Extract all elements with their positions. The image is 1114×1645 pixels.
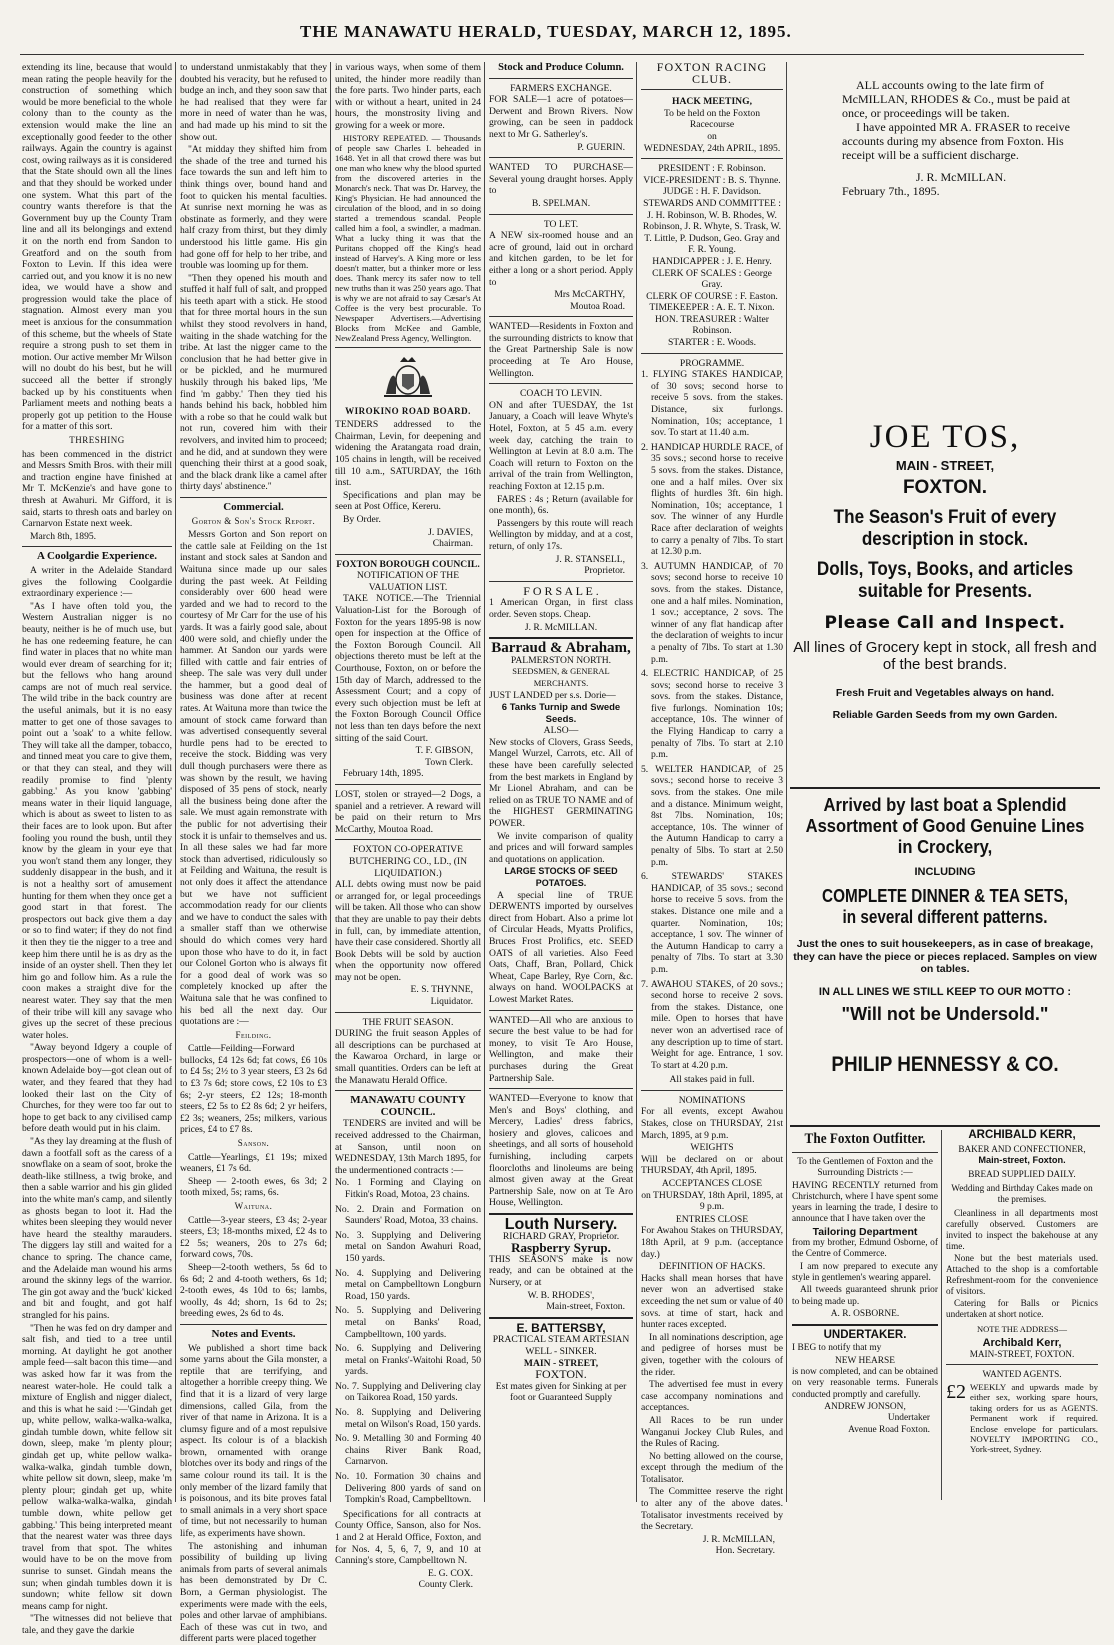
notice-heading: WIROKINO ROAD BOARD.	[345, 405, 471, 416]
signature: Proprietor.	[584, 565, 625, 577]
signature: E. G. COX.	[427, 1567, 473, 1579]
article-text: Sheep—2-tooth wethers, 5s 6d to 6s 6d; 2 and 4-tooth wethers, 6s 1d; 2-tooth ewes, 4s 10d to 6s; lambs, woolly, 4s 4d; shorn, 1s 6d to 2s; breeding ewes, 2s 6d to 4s.	[180, 1261, 327, 1320]
divider	[335, 1090, 481, 1091]
article-text: "Then they opened his mouth and stuffed it half full of salt, and propped his teeth apart with a stick. He stood that for three mortal hours in the sun whilst they stood revolvers in hand, waiting in the shade watching for the tribe. At last the nigger came to the conclusion that he had better give in or be pickled, and he murmured huskily through his baked lips, 'Me find 'm gabby.' Then they tied his hands behind his back, hobbled him with a robe so that he could walk but not run, covered him with their revolvers, and invited him to proceed; and he did, and at sundown they were quenching their thirst at a good soak, and the black drank like a camel after thirty days' abstinence."	[180, 272, 327, 493]
contract-item: No. 7. Supplying and Delivering clay on Taikorea Road, 150 yards.	[335, 1380, 481, 1404]
signature: J. R. McMILLAN.	[524, 621, 598, 633]
contract-item: No. 4. Supplying and Delivering metal on Campbelltown Longburn Road, 150 yards.	[335, 1267, 481, 1302]
divider	[946, 1364, 1098, 1365]
column-3	[335, 62, 482, 1591]
divider	[641, 89, 783, 90]
divider	[489, 581, 633, 582]
shop-town: FOXTON.	[902, 477, 988, 498]
notice-text: All Races to be run under Wanganui Jockey Club Rules, and the Rules of Racing.	[641, 1414, 783, 1450]
ad-bold: LARGE STOCKS OF SEED POTATOES.	[504, 866, 618, 888]
ad-note: NOTE THE ADDRESS—	[976, 1324, 1068, 1334]
contract-item: No. 10. Formation 30 chains and Delivering 800 yards of sand on Tompkin's Road, Campbelltown.	[335, 1471, 481, 1506]
divider	[489, 637, 633, 639]
section-heading: Commercial.	[223, 500, 284, 513]
divider	[489, 1088, 633, 1089]
notice-text: Specifications and plan may be seen at Post Office, Kereru.	[335, 489, 481, 513]
shop-name: JOE TOS,	[869, 419, 1021, 455]
officer-item: STARTER : E. Woods.	[667, 337, 757, 349]
ad-text: WANTED—Everyone to know that Men's and Boys' clothing, and Mercery, Ladies' dress fabrics, hosiery and gloves, calicoes and sheetings, and all sorts of household furnishing, including carpets floorcloths and linoleums are being almost given away at the Great Partnership Sale, now on at Te Aro House, Wellington.	[489, 1093, 633, 1209]
ad-text: FARES : 4s ; Return (available for one month), 6s.	[489, 493, 633, 517]
ad-heading: WANTED AGENTS.	[982, 1369, 1062, 1379]
notice-text: Will be declared on or about THURSDAY, 4th April, 1895.	[641, 1153, 783, 1177]
programme-heading: PROGRAMME.	[679, 357, 745, 369]
ad-line: All lines of Grocery kept in stock, all fresh and of the best brands.	[793, 639, 1097, 673]
ad-text: None but the best materials used. Attached to the shop is a comfortable Refreshment-room for the convenience of visitors.	[946, 1253, 1098, 1296]
signature: A. R. OSBORNE.	[830, 1308, 900, 1319]
notice-date: February 14th, 1895.	[343, 768, 424, 780]
notice-heading: THE FRUIT SEASON.	[362, 1016, 454, 1028]
section-heading: THRESHING	[69, 435, 125, 445]
article-text: We published a short time back some yarns about the Gila monster, a reptile that are terrifying, and altogether a horrible creepy thing. We find that it is a lizard of very large dimensions, called Gila, from the river of that name in Arizona. It is a clumsy figure and of a most repulsive aspect. Its colour is of a blackish brown, ornamented with orange blotches over its body and rings of the same colour round its tail. It is the only member of the lizard family that is poisonous, and its bite proves fatal to small animals in a very short space of time, but not necessarily to human life, as experiments have shown.	[180, 1342, 327, 1540]
sub-heading: NOMINATIONS	[678, 1094, 746, 1106]
section-heading: COACH TO LEVIN.	[520, 388, 602, 400]
ad-subheading: PALMERSTON NORTH.	[510, 654, 612, 666]
notice-text: on THURSDAY, 18th April, 1895, at 9 p.m.	[641, 1189, 783, 1213]
divider	[792, 1152, 938, 1153]
section-heading: FARMERS EXCHANGE.	[510, 82, 612, 94]
ad-heading: Raspberry Syrup.	[511, 1240, 611, 1256]
divider	[335, 347, 481, 348]
divider	[489, 1010, 633, 1011]
ad-line: Please Call and Inspect.	[824, 613, 1066, 633]
divider	[792, 1324, 938, 1326]
kerr-ad	[946, 1130, 1098, 1455]
notice-date: February 7th., 1895.	[842, 184, 940, 198]
ad-subheading: BAKER AND CONFECTIONER,	[958, 1144, 1086, 1154]
ad-text: All tweeds guaranteed shrunk prior to being made up.	[792, 1285, 938, 1307]
ad-text: To the Gentlemen of Foxton and the Surrounding Districts :—	[797, 1157, 933, 1179]
divider	[335, 839, 481, 840]
divider	[641, 1090, 783, 1091]
race-item: 7. AWAHOU STAKES, of 20 sovs.; second horse to receive 2 sovs. from the stakes. Distance, one mile. Open to horses that have never won an advertised race of any description up to time of start. Weight for age. Entrance, 1 sov. To start at 4.20 p.m.	[641, 978, 783, 1071]
column-2	[180, 62, 327, 1645]
ad-text: A NEW six-roomed house and an acre of ground, laid out in orchard and kitchen garden, to be let for either a long or a short period. Apply to	[489, 230, 633, 288]
divider	[641, 158, 783, 159]
section-heading: Notes and Events.	[211, 1327, 296, 1340]
ad-address: Main-street, Foxton.	[978, 1155, 1066, 1165]
ad-bold: Tailoring Department	[812, 1225, 918, 1238]
divider	[489, 316, 633, 317]
column-rule	[941, 1130, 942, 1500]
contract-item: No. 9. Metalling 30 and Forming 40 chains River Bank Road, Carnarvon.	[335, 1433, 481, 1468]
sub-heading: ENTRIES CLOSE	[675, 1213, 749, 1225]
notice-heading: MANAWATU COUNTY COUNCIL.	[350, 1094, 466, 1118]
article-text: "The witnesses did not believe that tale, and they gave the darkie	[22, 1613, 172, 1636]
signature: J. R. McMILLAN,	[702, 1533, 775, 1545]
ad-line: The Season's Fruit of every description in stock.	[833, 507, 1057, 550]
officer-item: JUDGE : H. F. Davidson.	[662, 186, 762, 198]
meeting-date: WEDNESDAY, 24th APRIL, 1895.	[643, 142, 781, 154]
ad-line: Fresh Fruit and Vegetables always on hand.	[835, 687, 1055, 699]
ad-line: IN ALL LINES WE STILL KEEP TO OUR MOTTO :	[818, 985, 1072, 998]
crockery-ad	[790, 795, 1100, 1077]
signature: Avenue Road Foxton.	[848, 1424, 930, 1435]
signature: E. S. THYNNE,	[410, 984, 473, 996]
signature-title: Chairman.	[432, 538, 473, 550]
officer-item: CLERK OF COURSE : F. Easton.	[646, 290, 778, 302]
divider	[180, 497, 327, 498]
notice-text: The advertised fee must in every case accompany nominations and acceptances.	[641, 1379, 783, 1414]
contract-item: No. 2. Drain and Formation on Saunders' Road, Motoa, 33 chains.	[335, 1203, 481, 1227]
signature: J. R. STANSELL,	[555, 553, 625, 565]
ad-motto: "Will not be Undersold."	[841, 1003, 1049, 1024]
divider	[489, 157, 633, 158]
ad-text: is now completed, and can be obtained on very reasonable terms. Funerals conducted promptly and carefully.	[792, 1367, 938, 1400]
divider	[641, 353, 783, 354]
ad-town: FOXTON.	[535, 1367, 587, 1382]
signature: P. GUERIN.	[577, 141, 625, 153]
notice-text: LOST, stolen or strayed—2 Dogs, a spaniel and a retriever. A reward will be paid on their return to Mrs McCarthy, Moutoa Road.	[335, 788, 481, 835]
officer-item: STEWARDS AND COMMITTEE : J. H. Robinson, W. B. Rhodes, W. Robinson, J. R. Whyte, S. Trask, W. T. Little, P. Dudson, Geo. Gray and F. R. Young.	[642, 197, 782, 256]
signature-title: Hon. Secretary.	[715, 1545, 775, 1557]
section-heading: TO LET.	[543, 218, 579, 230]
notice-subheading: NOTIFICATION OF THE VALUATION LIST.	[356, 570, 460, 593]
club-heading: FOXTON RACING CLUB.	[656, 60, 768, 86]
sub-heading: Feilding.	[235, 1029, 272, 1040]
article-text: has been commenced in the district and Messrs Smith Bros. with their mill and traction engine have finished at Mr T. McKenzie's and have gone to thresh at Awahuri. Mr Gifford, it is said, starts to thresh oats and barley on Carnarvon Estate next week.	[22, 448, 172, 530]
sub-heading: WEIGHTS	[690, 1142, 734, 1154]
article-text: "Away beyond Idgery a couple of prospectors—one of whom is a well-known Adelaide boy—got clean out of water, and they feared that they had looked their last on the City of Churches, for they were too far out to hope to get back to any civilised camp before death would put in his claim.	[22, 1042, 172, 1135]
report-heading: Gorton & Son's Stock Report.	[191, 515, 316, 526]
meeting-text: To be held on the Foxton Racecourse	[663, 107, 761, 131]
officer-item: HON. TREASURER : Walter Robinson.	[655, 313, 769, 337]
masthead-rule	[20, 54, 1084, 55]
notice-text: Hacks shall mean horses that have never won an advertised stake exceeding the net sum or value of 40 sovs. at time of start, hack and hunter races excepted.	[641, 1272, 783, 1331]
masthead	[0, 0, 1114, 60]
ad-subheading: BREAD SUPPLIED DAILY.	[968, 1169, 1076, 1179]
divider	[335, 554, 481, 555]
signature: J. R. McMILLAN.	[915, 170, 1007, 184]
notice-text: TENDERS addressed to the Chairman, Levin, for deepening and widening the Aratangata road drain, 105 chains in length, will be received till 10 a.m., SATURDAY, the 16th inst.	[335, 419, 481, 489]
ad-amount: £2	[946, 1381, 966, 1403]
divider	[22, 546, 172, 547]
ad-text: We invite comparison of quality and prices and will forward samples and quotations on application.	[489, 830, 633, 865]
signature: ANDREW JONSON,	[824, 1401, 906, 1412]
ad-text: Catering for Balls or Picnics undertaken at short notice.	[946, 1298, 1098, 1319]
ad-text: New stocks of Clovers, Grass Seeds, Mangel Wurzel, Carrots, etc. All of these have been carefully selected from the best markets in England by Mr Lionel Abraham, and can be relied on as TRUE TO NAME and of the HIGHEST GERMINATING POWER.	[489, 736, 633, 830]
officer-item: TIMEKEEPER : A. E. T. Nixon.	[649, 302, 775, 314]
article-text: extending its line, because that would mean rating the people heavily for the construction of something which would be more beneficial to the whole colony than to the county as the extension would make the line an exceptionally good feeder to the other railways. Again the country is against cost, owing railways as it is considered that the State should own all the lines and that they should be worked under one system. What this part of the country wants therefore is that the Government buy up the County Tram line and all its belongings and extend it on the north end from Sandon to Greatford and on the south from Foxton to Levin. If this idea were carried out, and you know it is no new idea, we would have a show and progression would take the place of stagnation. Almost every man you meet is anxious for the consummation of this scheme, but the wheels of State require a strong push to set them in motion. Our active member Mr Wilson will no doubt do his best, but he will succeed all the better if strongly backed up by his constituents when Parliament meets and nothing beats a properly got up petition to the House for a matter of this sort.	[22, 62, 173, 433]
divider	[335, 784, 481, 785]
ad-text: WANTED—All who are anxious to secure the best value to be had for money, to visit Te Aro House, Wellington, and make their purchases during the Great Partnership Sale.	[489, 1014, 633, 1084]
contract-item: No. 3. Supplying and Delivering metal on Sandon Awahuri Road, 150 yards.	[335, 1229, 481, 1264]
race-item: 4. ELECTRIC HANDICAP, of 25 sovs; second horse to receive 3 sovs. from the stakes. Distance, five furlongs. Nomination 10s; acceptance, 10s. The winner of the Flying Handicap to carry a penalty of 7lbs. To start at 2.10 p.m.	[641, 668, 783, 761]
ad-text: I BEG to notify that my	[792, 1343, 882, 1354]
shop-street: MAIN - STREET,	[895, 458, 995, 473]
meeting-heading: HACK MEETING,	[672, 96, 752, 108]
signature: Main-street, Foxton.	[546, 1301, 625, 1313]
ad-heading: Barraud & Abraham,	[491, 640, 631, 657]
company-name: PHILIP HENNESSY & CO.	[831, 1052, 1059, 1076]
article-text: "Then he was fed on dry damper and salt fish, and tied to a tree until morning. At daylight he got another ample feed—salt bacon this time—and was asked how far it was from the nearest water-hole. He could talk a mixture of English and nigger dialect, and this is what he said :—'Gindah get up, white pellow, walka-walka-walka, gindah tumble down, white fellow sit down, sleep, make 'm plenty plour; gindah get up, white pellow walka-walka-walka, gindah tumble down, white pellow sit down, sleep, make 'm plenty plour; gindah get up, white pellow walka-walka-walka, gindah tumble down, white pellow get gabbing.' This being interpreted meant that the nearest water was three days travel from that spot. The whites would have to be on the move from sunrise to sunset. Gindah means the sun; when gindah tumbles down it is sundown; white fellow sit down means camp for night.	[22, 1322, 172, 1612]
race-item: 6. STEWARDS' STAKES HANDICAP, of 35 sovs.; second horse to receive 5 sovs. from the stakes. Distance one mile and a quarter. Nomination, 10s; acceptance, 1 sov. The winner of the Autumn Handicap to carry a penalty of 7lbs. To start at 3.30 p.m.	[641, 871, 783, 975]
ad-heading: ARCHIBALD KERR,	[968, 1129, 1076, 1141]
ad-bold: 6 Tanks Turnip and Swede Seeds.	[501, 702, 621, 725]
race-item: 5. WELTER HANDICAP, of 25 sovs.; second horse to receive 3 sovs. from the stakes. One mile and a distance. Minimum weight, 8st 7lbs. Nomination, 10s; acceptance, 10s. The winner of the Autumn Handicap to carry a penalty of 5lbs. To start at 2.50 p.m.	[641, 763, 783, 868]
ad-text: WANTED—Residents in Foxton and the surrounding districts to know that the Great Partnership Sale is now proceeding at Te Aro House, Wellington.	[489, 321, 633, 379]
article-text: Cattle—Yearlings, £1 19s; mixed weaners, £1 7s 6d.	[180, 1151, 327, 1175]
signature-title: Liquidator.	[430, 996, 473, 1008]
section-heading: F O R S A L E .	[523, 583, 599, 598]
ad-text: WEEKLY and upwards made by either sex, working spare hours, taking orders for us as AGENTS. Permanent work if required. Enclose envelope for particulars. NOVELTY IMPORTING CO., York-street, Sydney.	[970, 1382, 1098, 1455]
column-rule	[786, 62, 787, 1502]
newspaper-title: THE MANAWATU HERALD, TUESDAY, MARCH 12, 1895.	[300, 22, 792, 41]
notice-text: In all nominations description, age and pedigree of horses must be given, together with the colours of the rider.	[641, 1331, 783, 1378]
notice-text: TENDERS are invited and will be received addressed to the Chairman, at Sanson, until noon on WEDNESDAY, 13th March 1895, for the undermentioned contracts :—	[335, 1118, 481, 1176]
officer-item: PRESIDENT : F. Robinson.	[658, 163, 766, 175]
notice-text: ALL debts owing must now be paid or arranged for, or legal proceedings will be taken. All those who can show that they are unable to pay their debts in full, can, by immediate attention, have their case considered. Shortly all Book Debts will be sold by auction when the opportunity now offered may not be open.	[335, 879, 482, 983]
race-list	[641, 369, 783, 1071]
article-text: "As they lay dreaming at the flush of dawn a footfall soft as the caress of a snowflake on a seam of soot, broke the death-like stillness, a twig broke, and then a sable warrior and his gin glided into the white man's camp, and silently as ghosts began to loot it. Had the whites been sleeping they would never have heard the stealthy marauders. The diggers lay still and waited for a chance to spring. The chance came, and the Adelaide man wound his arms around the skinny legs of the warrior. The gin got away and the 'buck' kicked and bit and fought, and got half strangled for his pains.	[22, 1136, 172, 1321]
race-item: 1. FLYING STAKES HANDICAP, of 30 sovs; second horse to receive 5 sovs. from the stakes. Distance, six furlongs. Nomination, 10s; acceptance, 1 sov. To start at 11.40 a.m.	[641, 369, 783, 439]
officer-item: CLERK OF SCALES : George Gray.	[652, 267, 772, 291]
column-rule	[175, 62, 176, 1502]
signature: B. SPELMAN.	[531, 197, 591, 209]
ad-heading: The Foxton Outfitter.	[804, 1131, 926, 1147]
ad-subheading: PRACTICAL STEAM ARTESIAN WELL - SINKER.	[492, 1334, 630, 1357]
ad-text: ON and after TUESDAY, the 1st January, a Coach will leave Whyte's Hotel, Foxton, at 5 45 a.m. every week day, catching the train to Wellington at Levin at 8.0 a.m. The Coach will return to Foxton on the arrival of the train from Wellington, reaching Foxton at 12.15 p.m.	[489, 399, 633, 492]
divider	[489, 78, 633, 79]
agents-block	[946, 1382, 1098, 1455]
divider	[790, 787, 1100, 789]
column-heading: Stock and Produce Column.	[498, 62, 624, 73]
ad-text: A special line of TRUE DERWENTS imported by ourselves direct from Hobart. Also a prime lot of Circular Heads, Myatts Prolifics, Bruces Frost Prolifics, etc. SEED OATS of all varieties. Also Feed Oats, Chaff, Bran, Pollard, Chick Wheat, Cape Barley, Rye Corn, &c. always on hand. WOOLPACKS at Lowest Market Rates.	[489, 889, 633, 1005]
column-rule	[484, 62, 485, 1502]
notice-text: No betting allowed on the course, except through the medium of the Totalisator.	[641, 1450, 783, 1485]
ad-text: NEW HEARSE	[835, 1355, 895, 1366]
contract-item: No. 6. Supplying and Delivering metal on Franks'-Waitohi Road, 50 yards.	[335, 1343, 481, 1378]
article-text: to understand unmistakably that they doubted his veracity, but he refused to budge an inch, and they soon saw that he had realised that they were far more in need of water than he was, and had made up his mind to sit the show out.	[180, 62, 327, 143]
column-1	[22, 62, 173, 1636]
article-text: in various ways, when some of them united, the hinder more readily than the fore parts. Two hinder parts, each with or without a heart, united in 24 hours, the monstrosity living and growing for a week or more.	[335, 62, 481, 131]
article-date: March 8th, 1895.	[30, 530, 97, 542]
ad-subheading: SEEDSMEN, & GENERAL MERCHANTS.	[512, 666, 610, 688]
ad-line: COMPLETE DINNER & TEA SETS, in several different patterns.	[822, 886, 1068, 927]
signature: Moutoa Road.	[570, 300, 625, 312]
notice-text: I have appointed MR A. FRASER to receive accounts during my absence from Foxton. His receipt will be a sufficient discharge.	[842, 120, 1070, 162]
article-text: Messrs Gorton and Son report on the cattle sale at Feilding on the 1st instant and stock sales at Sandon and Waituna since made up our sales during the past week. At Feilding considerably over 600 head were yarded and we had to record to the courtesy of Mr Carr for the use of his yards. It was a fairly good sale, about 400 were sold, and chiefly under the hammer. At Sandon our yards were filled with cattle and fair entries of sheep. The sale was very dull under the hammer, but a good deal of business was done after at recent rates. At Waituna more than twice the amount of stock came forward than was advertised consequently several hurdle pens had to be erected to receive the stock. Bidding was very dull though purchasers were there as was shown by the result, we having disposed of 35 pens of stock, nearly all the business being done after the sale. We must again remonstrate with the public for not advertising their stock it is unfair to themselves and us. In all these sales we had far more stock than advertised, ridiculously so at Feilding and Waituna, the result is not only does it affect the attendance but we have not sufficient accommodation ready for our clients and we have to conduct the sales with a smaller staff than we otherwise should do which comes very hard upon those who have to do it, in fact our Colonel Gorton who is always fit for a good deal of work was so completely knocked up after the Waituna sale that he was confined to his bed all the next day. Our quotations are :—	[180, 529, 327, 1028]
article-text: The astonishing and inhuman possibility of building up living animals from parts of several animals has been demonstrated by Dr C. Born, a German physiologist. The experiments were made with the eels, poles and other larvae of amphibians. Each of these was cut in two, and different parts were placed together	[180, 1540, 327, 1645]
contract-item: No. 1 Forming and Claying on Fitkin's Road, Motoa, 23 chains.	[335, 1177, 481, 1200]
signature: Undertaker	[887, 1413, 930, 1424]
royal-crest-icon	[378, 354, 438, 400]
column-rule	[330, 62, 331, 1502]
ad-text: I am now prepared to execute any style in gentlemen's wearing apparel.	[792, 1261, 938, 1283]
sub-heading: ACCEPTANCES CLOSE	[661, 1178, 763, 1190]
ad-text: ALSO—	[543, 725, 579, 737]
column-4	[489, 62, 633, 1502]
ad-text: 1 American Organ, in first class order. Seven stops. Cheap.	[489, 597, 633, 620]
notice-text: DURING the fruit season Apples of all descriptions can be purchased at the Kawaroa Orchard, in large or small quantities. Orders can be left at the Manawatu Herald Office.	[335, 1028, 481, 1086]
signature: Archibald Kerr,	[982, 1337, 1062, 1349]
signature: J. DAVIES,	[428, 526, 473, 538]
article-text: Sheep — 2-tooth ewes, 6s 3d; 2 tooth mixed, 5s; rams, 6s.	[180, 1175, 327, 1199]
article-text: Cattle—Feilding—Forward bullocks, £4 12s 6d; fat cows, £6 10s to £4 5s; 2½ to 3 year steers, £3 2s 6d to £3 7s 6d; store cows, £2 10s to £3 6s; 2-yr steers, £2 12s; 18-month steers, £2 5s to £2 8s 6d; 2 yr heifers, £2 3s; weaners, 25s; milkers, various prices, £4 to £7 8s.	[180, 1043, 327, 1136]
article-text: "As I have often told you, the Western Australian nigger is no beauty, neither is he of much use, but he has one redeeming feature, he can find water in places that no white man would ever dream of searching for it; but the fellows who hang around camps are not of much real service. The wild tribe in the back country are the useful animals, but it is no easy matter to get one of those savages to point out a 'soak' to a white fellow. They will take all the damper, tobacco, and tinned meat you care to give them, or that they can steal, and they will readily promise to find 'plenty gabbing.' As you know 'gabbing' means water in their liquid language, which is about as sweet to listen to as their faces are to look upon. But after fooling you round the bush, until they know by the gleam in your eye that you won't stand them any longer, they suddenly disappear in the bush, and it is not a healthy sort of amusement hunting for them when they once get a good start in that forest. The prospectors out back give them a day or so to find water; if they do not find it then they tie the nigger to a tree and keep him there until he is as dry as the inside of an oyster shell. Then they let him go and follow him. As a rule the coon makes a straight dive for the nearest water. They say that the men of their tribe will kill any savage who gives up the secret of these precious water holes.	[22, 600, 172, 1041]
ad-line: Reliable Garden Seeds from my own Garden.	[832, 709, 1058, 721]
notice-text: By Order.	[343, 513, 381, 525]
outfitter-ad	[792, 1130, 938, 1436]
mcmillan-notice	[842, 78, 1080, 198]
ad-text: Cleanliness in all departments most carefully observed. Customers are invited to inspect the bakehouse at any time.	[946, 1208, 1098, 1251]
ad-text: Wedding and Birthday Cakes made on the premises.	[951, 1183, 1093, 1204]
sub-heading: Sanson.	[237, 1138, 270, 1149]
signature: MAIN-STREET, FOXTON.	[969, 1349, 1075, 1359]
divider	[180, 1324, 327, 1325]
race-item: 2. HANDICAP HURDLE RACE, of 35 sovs.; second horse to receive 5 sovs. from the stakes. Distance, one and a half miles. Over six flights of hurdles 3ft. 6in high. Nomination, 10s; acceptance, 1 sov. The winner of any Hurdle Race after declaration of weights to carry a penalty of 7lbs. To start at 12.30 p.m.	[641, 441, 783, 558]
joe-tos-ad	[790, 418, 1100, 721]
column-rule	[636, 62, 637, 1502]
notice-text: For all events, except Awahou Stakes, close on THURSDAY, 21st March, 1895, at 9 p.m.	[641, 1106, 783, 1141]
divider	[489, 214, 633, 215]
signature-title: County Clerk.	[418, 1579, 473, 1591]
divider	[790, 1125, 1100, 1127]
signature: T. F. GIBSON,	[415, 745, 473, 757]
notice-heading: FOXTON BOROUGH COUNCIL.	[336, 558, 480, 570]
ad-line: Just the ones to suit housekeepers, as in case of breakage, they can have the piece or pieces replaced. Samples on view on tables.	[793, 938, 1097, 975]
divider	[335, 1012, 481, 1013]
ad-address: MAIN - STREET,	[523, 1357, 599, 1369]
ad-text: FOR SALE—1 acre of potatoes—Derwent and Brown Rivers. Now growing, can be seen in paddock next to Mr G. Satherley's.	[489, 94, 633, 140]
ad-text: WANTED TO PURCHASE—Several young draught horses. Apply to	[489, 162, 633, 197]
ad-text: HAVING RECENTLY returned from Christchurch, where I have spent some years in learning the trade, I desire to announce that I have taken over the	[792, 1180, 938, 1225]
ad-line: INCLUDING	[914, 866, 976, 878]
ad-text: Passengers by this route will reach Wellington by midday, and at a cost, return, of only 17s.	[489, 517, 633, 552]
ad-line: Dolls, Toys, Books, and articles suitable for Presents.	[816, 559, 1074, 602]
ad-subheading: RICHARD GRAY, Proprietor.	[502, 1230, 620, 1242]
meeting-text: on	[707, 130, 717, 142]
ad-heading: Louth Nursery.	[504, 1216, 618, 1234]
notice-text: For Awahou Stakes on THURSDAY, 18th April, at 9 p.m. (acceptance day.)	[641, 1225, 783, 1260]
notice-text: ALL accounts owing to the late firm of McMILLAN, RHODES & Co., must be paid at once, or proceedings will be taken.	[842, 78, 1070, 120]
divider	[489, 1317, 633, 1319]
signature-title: Town Clerk.	[425, 756, 473, 768]
article-text: HISTORY REPEATED. — Thousands of people saw Charles I. beheaded in 1648. Yet in all that crowd there was but one man who knew why the blood spurted from the discovered arteries in the Monarch's neck. That was Dr. Harvey, the King's Physician. He had announced the circulation of the blood, and in so doing started a tremendous scandal. People called him a fool, a swindler, a madman. What a lucky thing it was that the Puritans chopped off the King's head instead of Harvey's. A King more or less doesn't matter, but a thinker more or less does. Thank mercy its safer now to tell new truths than it was 250 years ago. That is why we are not afraid to say Cæsar's At Coffee is the very best procurable. To Newspaper Advertisers.—Advertising Blocks from McKee and Gamble, NewZealand Press Agency, Wellington.	[335, 132, 481, 343]
race-item: 3. AUTUMN HANDICAP, of 70 sovs; second horse to receive 10 sovs. from the stakes. Distance, one and a half miles. Nomination, 1 sov.; acceptance, 2 sovs. The winner of any flat handicap after the declaration of weights to incur a penalty of 7lbs. To start at 1.30 p.m.	[641, 560, 783, 665]
ad-text: THIS SEASON'S make is now ready, and can be obtained at the Nursery, or at	[489, 1253, 633, 1288]
article-heading: A Coolgardie Experience.	[36, 550, 158, 563]
signature: Mrs McCARTHY,	[554, 289, 625, 301]
notice-text: TAKE NOTICE.—The Triennial Valuation-List for the Borough of Foxton for the years 1895-98 is now open for inspection at the Office of the Foxton Borough Council. All objections thereto must be left at the Courthouse, Foxton, on or before the 15th day of March, addressed to the Assessment Court; and a copy of every such objection must be left at the Foxton Borough Council Office not less than ten days before the next sitting of the said Court.	[335, 593, 481, 744]
officer-item: VICE-PRESIDENT : B. S. Thynne.	[643, 174, 781, 186]
ad-heading: UNDERTAKER.	[823, 1329, 907, 1342]
stakes-note: All stakes paid in full.	[669, 1074, 755, 1086]
column-5	[641, 60, 783, 1557]
ad-line: Arrived by last boat a Splendid Assortment of Good Genuine Lines in Crockery,	[805, 795, 1085, 857]
article-text: "At midday they shifted him from the shade of the tree and turned his face towards the sun and left him to think things over, bound hand and foot to quicken his mental faculties. At sunrise next morning he was as obstinate as formerly, and they were half crazy from thirst, but they dimly understood his little game. His gin had gone off for help to her tribe, and trouble was looming up for them.	[180, 144, 327, 272]
divider	[489, 383, 633, 384]
sub-heading: DEFINITION OF HACKS.	[658, 1261, 766, 1273]
notice-heading: FOXTON CO-OPERATIVE BUTCHERING CO., LD., (IN LIQUIDATION.)	[348, 844, 468, 879]
ad-text: JUST LANDED per s.s. Dorie—	[489, 689, 616, 701]
article-text: Cattle—3-year steers, £3 4s; 2-year steers, £3; 18-months mixed, £2 4s to £2 5s; weaners, 20s to 27s 6d; forward cows, 70s.	[180, 1214, 327, 1261]
article-text: A writer in the Adelaide Standard gives the following Coolgardie extraordinary experience :—	[22, 564, 172, 600]
divider	[489, 1213, 633, 1215]
ad-heading: E. BATTERSBY,	[516, 1320, 606, 1335]
officer-list	[641, 163, 783, 349]
ad-text: Est mates given for Sinking at per foot or Guaranteed Supply	[495, 1380, 627, 1404]
ad-text: from my brother, Edmund Osborne, of the Centre of Commerce.	[792, 1238, 938, 1260]
notice-text: The Committee reserve the right to alter any of the above dates. Totalisator investments received by the Secretary.	[641, 1486, 783, 1533]
contract-item: No. 5. Supplying and Delivering metal on Banks' Road, Campbelltown, 100 yards.	[335, 1305, 481, 1340]
notice-text: Specifications for all contracts at County Office, Sanson, also for Nos. 1 and 2 at Herald Office, Foxton, and for Nos. 4, 5, 6, 7, 9, and 10 at Canning's store, Campbelltown N.	[335, 1508, 481, 1567]
contract-list	[335, 1177, 481, 1505]
signature: W. B. RHODES',	[527, 1289, 595, 1301]
sub-heading: Waituna.	[234, 1201, 273, 1211]
contract-item: No. 8. Supplying and Delivering metal on Wilson's Road, 150 yards.	[335, 1407, 481, 1430]
officer-item: HANDICAPPER : J. E. Henry.	[652, 255, 772, 267]
